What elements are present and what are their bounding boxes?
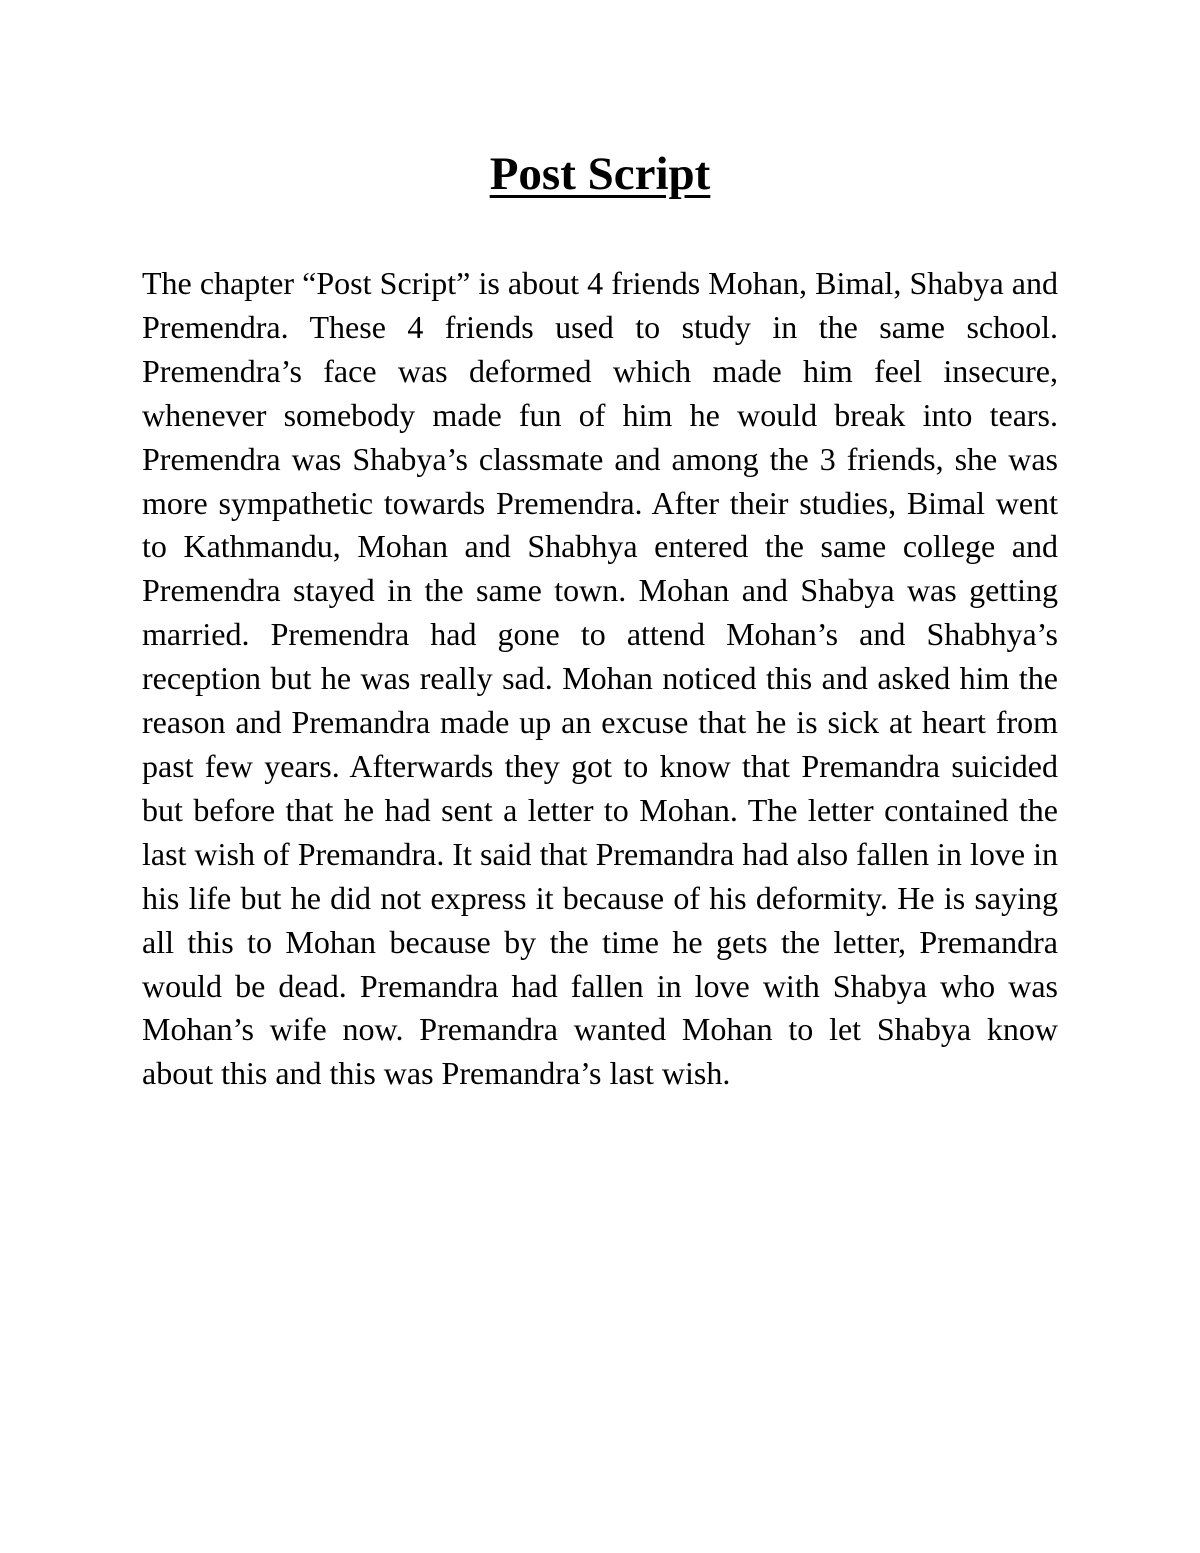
page-title: Post Script xyxy=(489,148,711,200)
body-paragraph: The chapter “Post Script” is about 4 friends Mohan, Bimal, Shabya and Premendra. These 4 friends used to study in the same school. Premendra’s face was deformed which made him feel insecure, whenever somebody made fun of him he would break into tears. Premendra was Shabya’s classmate and among the 3 friends, she was more sympathetic towards Premendra. After their studies, Bimal went to Kathmandu, Mohan and Shabhya entered the same college and Premendra stayed in the same town. Mohan and Shabya was getting married. Premendra had gone to attend Mohan’s and Shabhya’s reception but he was really sad. Mohan noticed this and asked him the reason and Premandra made up an excuse that he is sick at heart from past few years. Afterwards they got to know that Premandra suicided but before that he had sent a letter to Mohan. The letter contained the last wish of Premandra. It said that Premandra had also fallen in love in his life but he did not express it because of his deformity. He is saying all this to Mohan because by the time he gets the letter, Premandra would be dead. Premandra had fallen in love with Shabya who was Mohan’s wife now. Premandra wanted Mohan to let Shabya know about this and this was Premandra’s last wish. xyxy=(142,265,1058,1092)
